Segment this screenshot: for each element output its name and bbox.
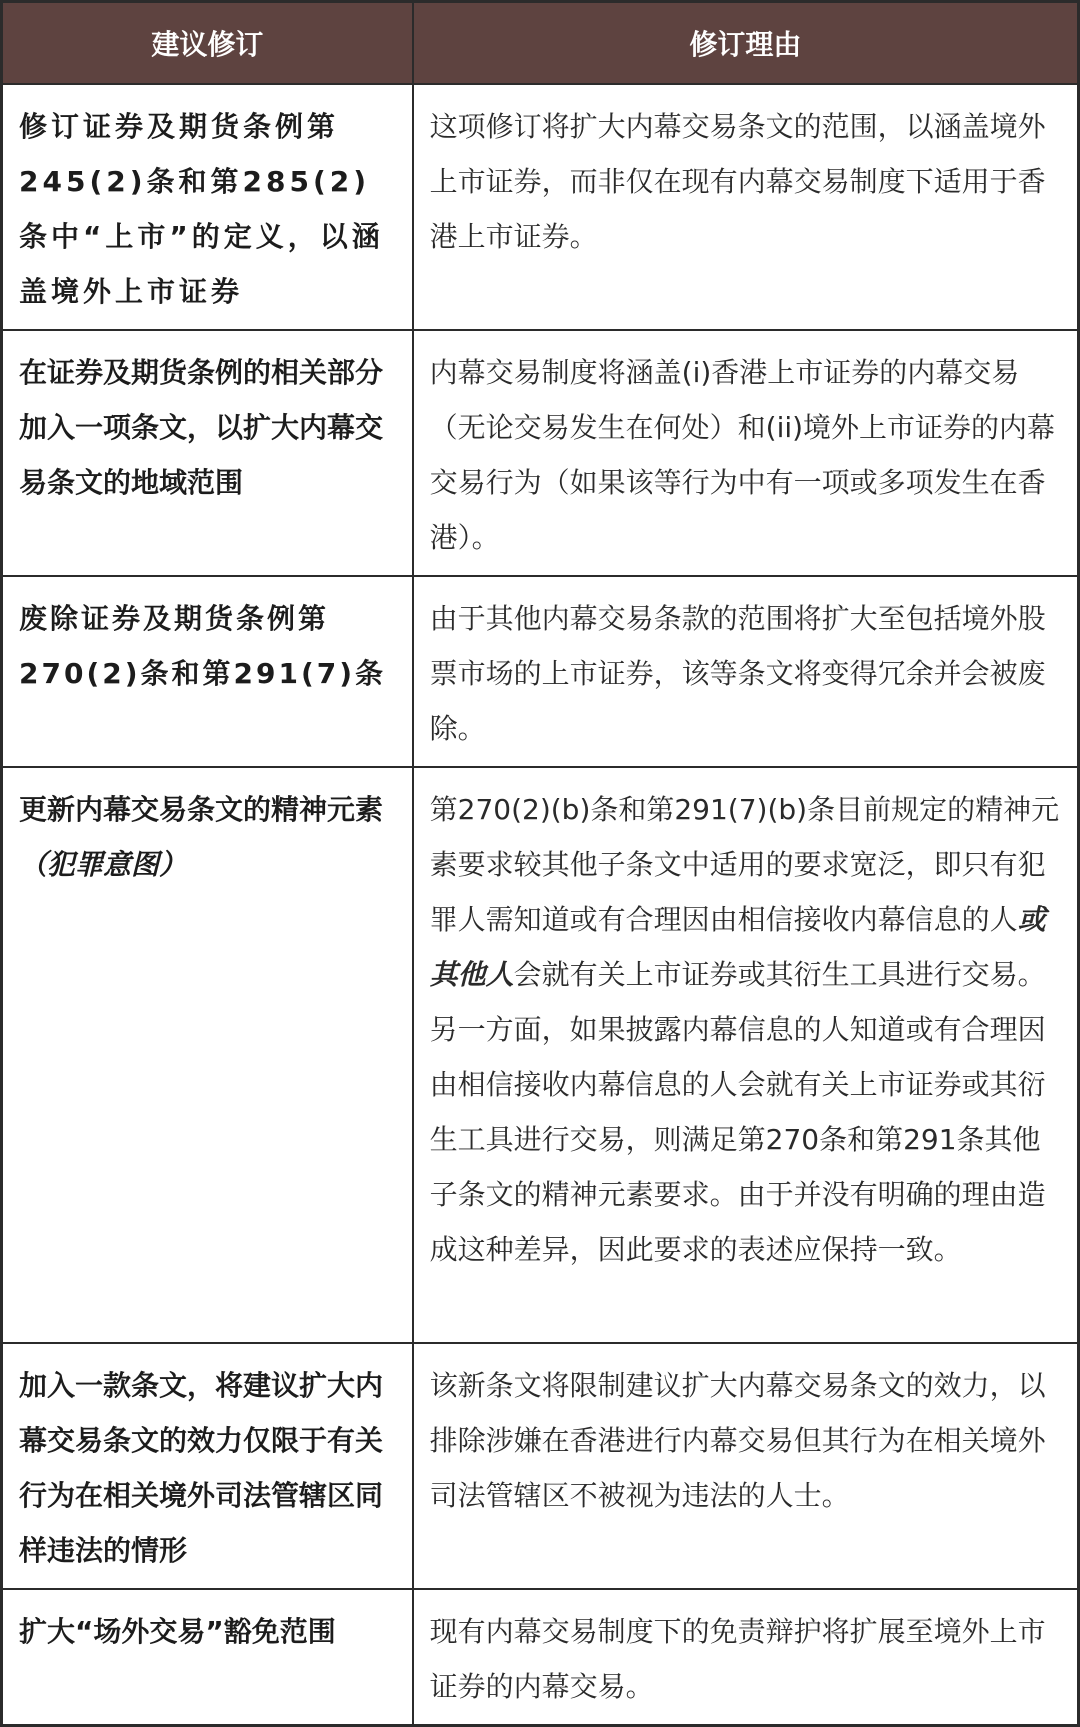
reason-text: 会就有关上市证券或其衍生工具进行交易。另一方面，如果披露内幕信息的人知道或有合理因由相信接收内幕信息的人会就有关上市证券或其衍生工具进行交易，则满足第270条和第291条其他子条文的精神元素要求。由于并没有明确的理由造成这种差异，因此要求的表述应保持一致。 (429, 958, 1046, 1266)
table-row (2, 576, 1079, 767)
reason-cell: 现有内幕交易制度下的免责辩护将扩展至境外上市证券的内幕交易。 (413, 1589, 1079, 1726)
reason-cell: 由于其他内幕交易条款的范围将扩大至包括境外股票市场的上市证券，该等条文将变得冗余并会被废除。 (413, 576, 1079, 767)
proposal-text: 更新内幕交易条文的精神元素 (19, 793, 384, 826)
reason-cell: 该新条文将限制建议扩大内幕交易条文的效力，以排除涉嫌在香港进行内幕交易但其行为在相关境外司法管辖区不被视为违法的人士。 (413, 1343, 1079, 1589)
proposal-cell: 加入一款条文，将建议扩大内幕交易条文的效力仅限于有关行为在相关境外司法管辖区同样违法的情形 (2, 1343, 413, 1589)
table-row (2, 84, 1079, 330)
reason-text: 第270(2)(b)条和第291(7)(b)条目前规定的精神元素要求较其他子条文中适用的要求宽泛，即只有犯罪人需知道或有合理因由相信接收内幕信息的人 (429, 793, 1060, 936)
proposal-cell: 扩大“场外交易”豁免范围 (2, 1589, 413, 1726)
table-header-row (2, 2, 1079, 85)
reason-cell: 内幕交易制度将涵盖(i)香港上市证券的内幕交易（无论交易发生在何处）和(ii)境外上市证券的内幕交易行为（如果该等行为中有一项或多项发生在香港）。 (413, 330, 1079, 576)
header-amendment-reason: 修订理由 (413, 2, 1079, 85)
reason-cell: 这项修订将扩大内幕交易条文的范围，以涵盖境外上市证券，而非仅在现有内幕交易制度下适用于香港上市证券。 (413, 84, 1079, 330)
reason-cell (413, 767, 1079, 1343)
proposal-cell: 废除证券及期货条例第270(2)条和第291(7)条 (2, 576, 413, 767)
proposal-italic-note: （犯罪意图） (19, 848, 188, 881)
table-row (2, 1343, 1079, 1589)
reason-emphasis: 或其他人 (429, 903, 1046, 991)
proposal-cell: 修订证券及期货条例第245(2)条和第285(2)条中“上市”的定义，以涵盖境外上市证券 (2, 84, 413, 330)
proposal-cell (2, 767, 413, 1343)
proposal-cell: 在证券及期货条例的相关部分加入一项条文，以扩大内幕交易条文的地域范围 (2, 330, 413, 576)
table-row (2, 330, 1079, 576)
table-row (2, 1589, 1079, 1726)
header-proposed-amendment: 建议修订 (2, 2, 413, 85)
table-row (2, 767, 1079, 1343)
